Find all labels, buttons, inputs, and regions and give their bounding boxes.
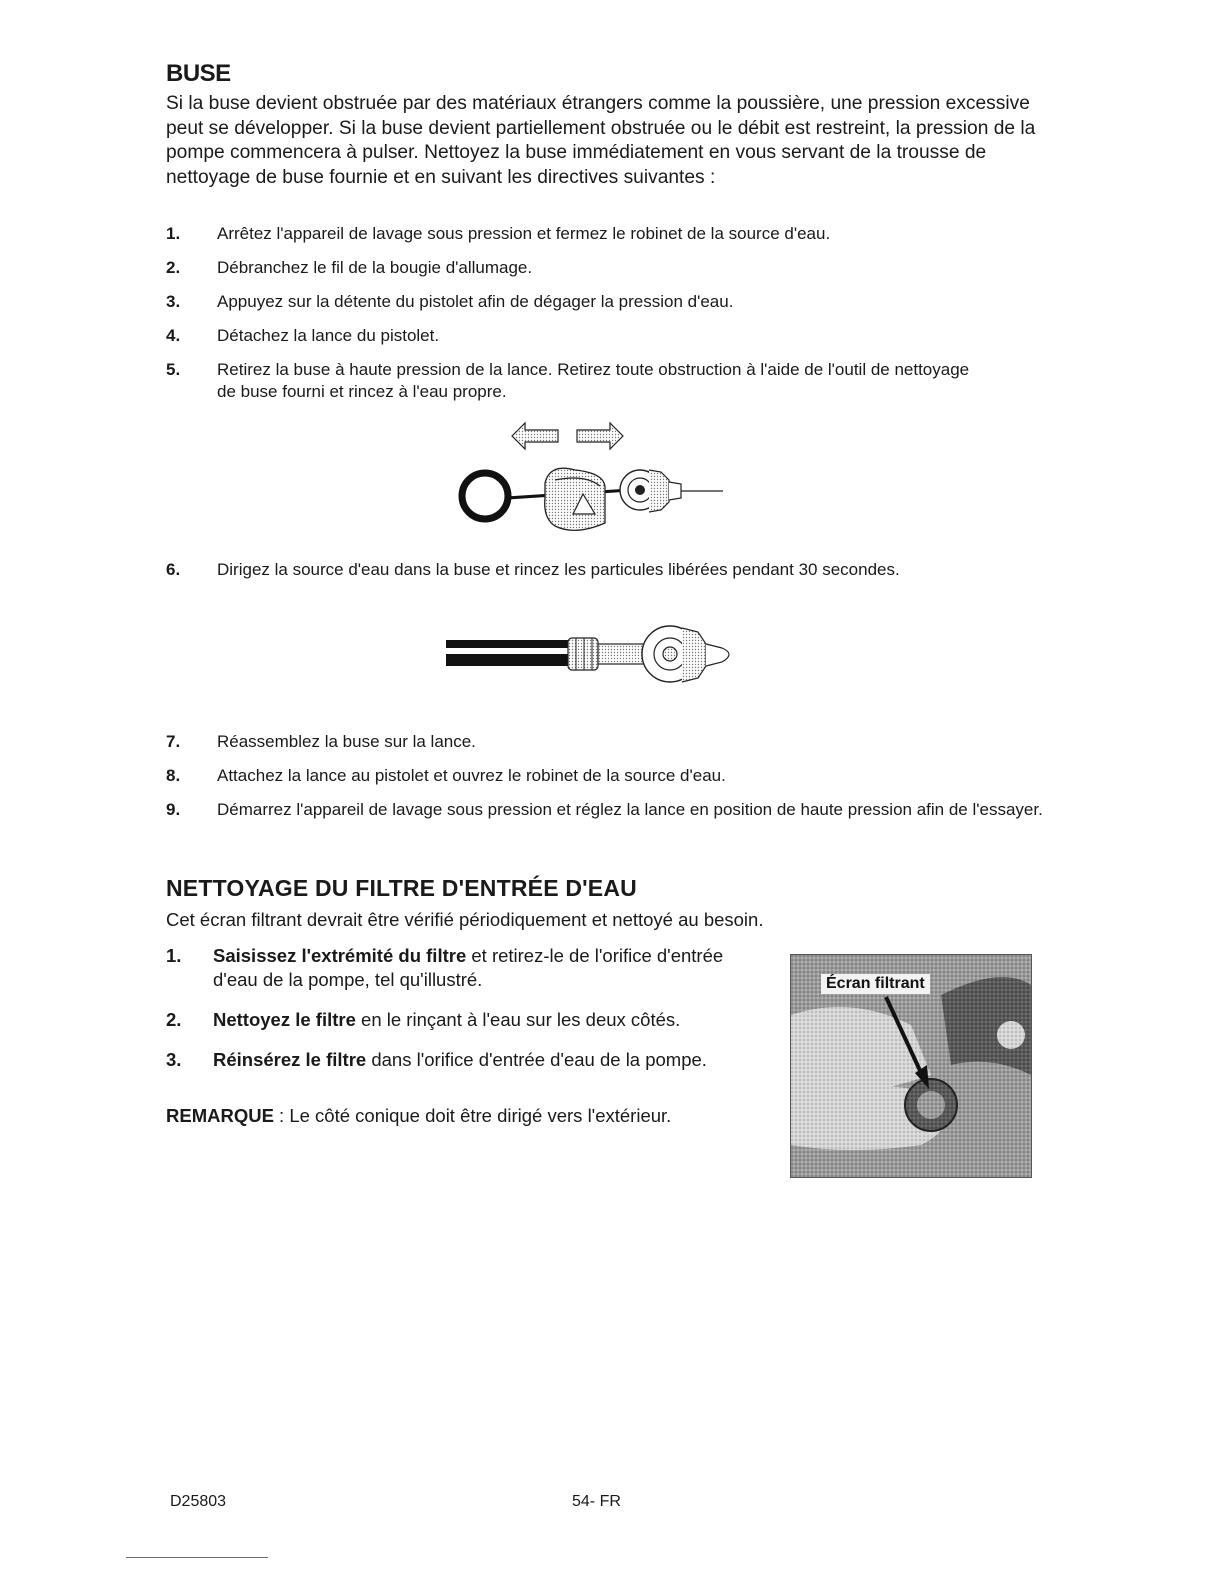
steps-list-c bbox=[166, 731, 1046, 833]
steps-list-a bbox=[166, 223, 1046, 415]
right-arrow-icon bbox=[577, 423, 623, 449]
divider bbox=[126, 1557, 268, 1558]
note: REMARQUE : Le côté conique doit être dirigé vers l'extérieur. bbox=[166, 1105, 672, 1126]
document-code: D25803 bbox=[170, 1493, 227, 1510]
left-arrow-icon bbox=[512, 423, 558, 449]
list-item: 9. Démarrez l'appareil de lavage sous pression et réglez la lance en position de haute pression afin de l'essayer. bbox=[166, 800, 1043, 819]
list-item: 1. Saisissez l'extrémité du filtre et retirez-le de l'orifice d'entrée d'eau de la pompe, tel qu'illustré. bbox=[166, 945, 724, 990]
list-item: 8. Attachez la lance au pistolet et ouvrez le robinet de la source d'eau. bbox=[166, 766, 726, 785]
list-item: 2. Débranchez le fil de la bougie d'allumage. bbox=[166, 258, 533, 277]
photo-label: Écran filtrant bbox=[821, 974, 930, 994]
list-item: 5. Retirez la buse à haute pression de la lance. Retirez toute obstruction à l'aide de l'outil de nettoyage de buse fourni et rincez à l'eau propre. bbox=[166, 360, 970, 401]
list-item: 1. Arrêtez l'appareil de lavage sous pression et fermez le robinet de la source d'eau. bbox=[166, 224, 831, 243]
section-title-filtre: NETTOYAGE DU FILTRE D'ENTRÉE D'EAU bbox=[166, 875, 637, 901]
section-intro-filtre: Cet écran filtrant devrait être vérifié périodiquement et nettoyé au besoin. bbox=[166, 909, 764, 930]
list-item: 4. Détachez la lance du pistolet. bbox=[166, 326, 440, 345]
section-intro: Si la buse devient obstruée par des matériaux étrangers comme la poussière, une pression excessive peut se développer. Si la buse devient partiellement obstruée ou le débit est restreint, la pression de la pompe commencera à pulser. Nettoyez la buse immédiatement en vous servant de la trousse de nettoyage de buse fournie et en suivant les directives suivantes : bbox=[166, 93, 1036, 188]
section-title-buse: BUSE bbox=[166, 60, 231, 87]
list-item: 7. Réassemblez la buse sur la lance. bbox=[166, 732, 476, 751]
list-item: 6. Dirigez la source d'eau dans la buse et rincez les particules libérées pendant 30 secondes. bbox=[166, 560, 900, 579]
filter-photo bbox=[790, 954, 1032, 1178]
list-item: 2. Nettoyez le filtre en le rinçant à l'eau sur les deux côtés. bbox=[166, 1009, 681, 1030]
steps-list-b bbox=[166, 559, 1046, 593]
page-number: 54- FR bbox=[572, 1493, 621, 1510]
filter-steps-list bbox=[166, 944, 766, 1088]
nozzle-rinse-illustration bbox=[442, 606, 742, 706]
note-label: REMARQUE bbox=[166, 1105, 274, 1126]
list-item: 3. Appuyez sur la détente du pistolet afin de dégager la pression d'eau. bbox=[166, 292, 734, 311]
list-item: 3. Réinsérez le filtre dans l'orifice d'entrée d'eau de la pompe. bbox=[166, 1049, 707, 1070]
nozzle-cleaning-illustration bbox=[455, 418, 735, 543]
